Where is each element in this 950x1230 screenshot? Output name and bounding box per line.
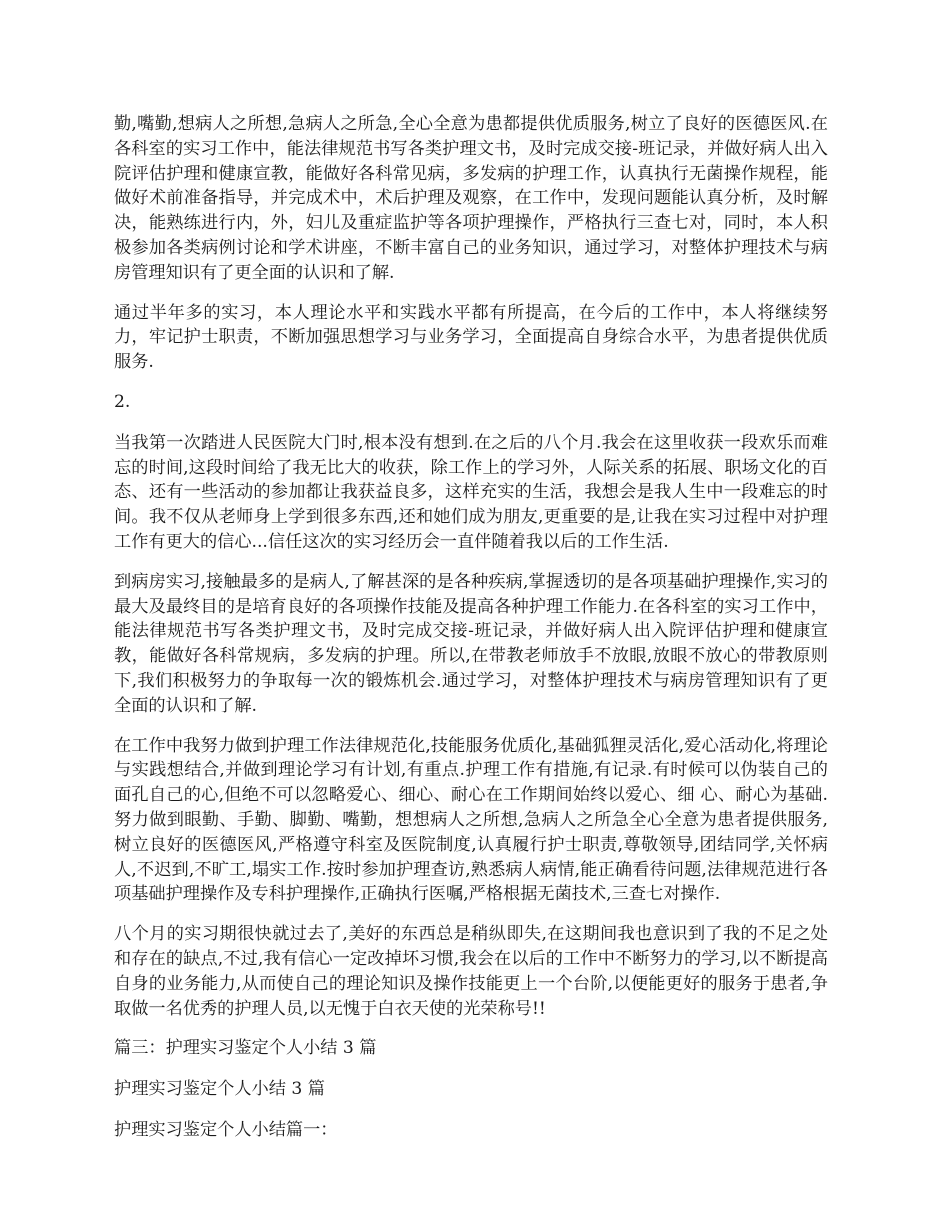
subsection-heading: 护理实习鉴定个人小结 3 篇 [114,1079,325,1100]
paragraph-1: 勤,嘴勤,想病人之所想,急病人之所急,全心全意为患都提供优质服务,树立了良好的医德医风.在各科室的实习工作中，能法律规范书写各类护理文书，及时完成交接-班记录，并做好病人出入院评估护理和健康宣教，能做好各科常见病，多发病的护理工作，认真执行无菌操作规程，能做好术前准备指导，并完成术中，术后护理及观察，在工作中，发现问题能认真分析，及时解决，能熟练进行内，外，妇儿及重症监护等各项护理操作，严格执行三查七对，同时，本人积极参加各类病例讨论和学术讲座，不断丰富自己的业务知识，通过学习，对整体护理技术与病房管理知识有了更全面的认识和了解. [114,114,828,283]
article-heading: 护理实习鉴定个人小结篇一： [114,1119,338,1140]
paragraph-2: 通过半年多的实习，本人理论水平和实践水平都有所提高，在今后的工作中，本人将继续努 力，牢记护士职责，不断加强思想学习与业务学习，全面提高自身综合水平，为患者提供优质服务. [114,302,828,373]
document-body [114,112,828,1159]
paragraph-4: 到病房实习,接触最多的是病人,了解甚深的是各种疾病,掌握透切的是各项基础护理操作,实习的最大及最终目的是培育良好的各项操作技能及提高各种护理工作能力.在各科室的实习工作中，能法律规范书写各类护理文书，及时完成交接-班记录，并做好病人出入院评估护理和健康宣教，能做好各科常规病，多发病的护理。所以,在带教老师放手不放眼,放眼不放心的带教原则下,我们积极努力的争取每一次的锻炼机会.通过学习，对整体护理技术与病房管理知识有了更全面的认识和了解. [114,571,828,716]
section-heading: 篇三：护理实习鉴定个人小结 3 篇 [114,1038,377,1059]
section-number: 2. [114,391,131,412]
paragraph-5: 在工作中我努力做到护理工作法律规范化,技能服务优质化,基础狐狸灵活化,爱心活动化,将理论与实践想结合,并做到理论学习有计划,有重点.护理工作有措施,有记录.有时候可以伪装自己的面孔自己的心,但绝不可以忽略爱心、细心、耐心在工作期间始终以爱心、细 心、耐心为基础.努力做到眼勤、手勤、脚勤、嘴勤，想想病人之所想,急病人之所急全心全意为患者提供服务,树立良好的医德医风,严格遵守科室及医院制度,认真履行护士职责,尊敬领导,团结同学,关怀病人,不迟到,不旷工,塌实工作.按时参加护理查访,熟悉病人病情,能正确看待问题,法律规范进行各项基础护理操作及专科护理操作,正确执行医嘱,严格根据无菌技术,三查七对操作. [114,735,828,905]
paragraph-6: 八个月的实习期很快就过去了,美好的东西总是稍纵即失,在这期间我也意识到了我的不足之处和存在的缺点,不过,我有信心一定改掉坏习惯,我会在以后的工作中不断努力的学习,以不断提高自身的业务能力,从而使自己的理论知识及操作技能更上一个台阶,以便能更好的服务于患者,争取做一名优秀的护理人员,以无愧于白衣天使的光荣称号!! [114,924,828,1019]
paragraph-3: 当我第一次踏进人民医院大门时,根本没有想到.在之后的八个月.我会在这里收获一段欢乐而难忘的时间,这段时间给了我无比大的收获，除工作上的学习外，人际关系的拓展、职场文化的百态、还有一些活动的参加都让我获益良多，这样充实的生活，我想会是我人生中一段难忘的时间。我不仅从老师身上学到很多东西,还和她们成为朋友,更重要的是,让我在实习过程中对护理工作有更大的信心...信任这次的实习经历会一直伴随着我以后的工作生活. [114,432,828,552]
